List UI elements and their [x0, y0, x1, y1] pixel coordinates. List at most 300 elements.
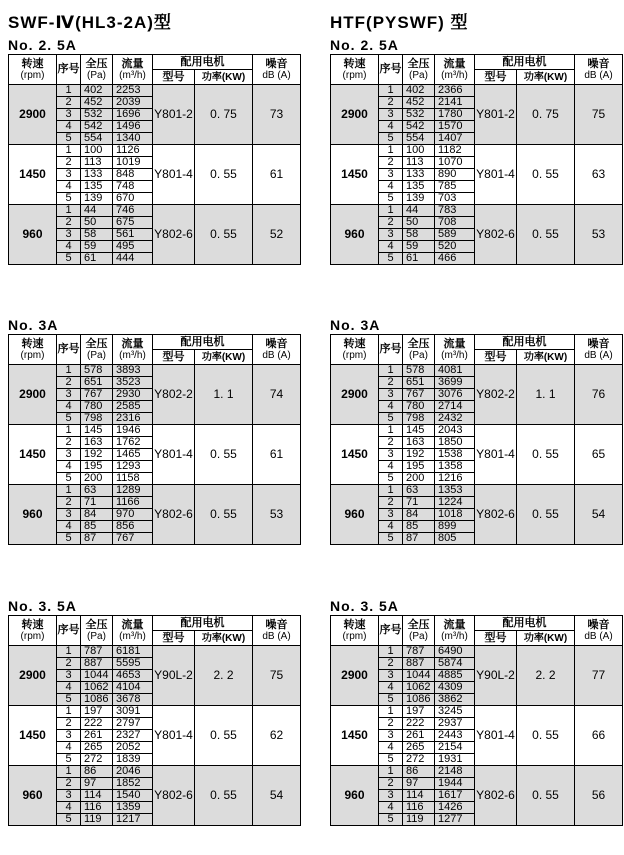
header-noise [575, 55, 623, 85]
flow-cell: 1166 [113, 497, 153, 509]
table-row [331, 365, 623, 377]
motor-model-cell: Y801-4 [475, 425, 517, 485]
seq-cell: 1 [379, 365, 403, 377]
speed-cell: 1450 [9, 145, 57, 205]
header-seq: 序号 [379, 55, 403, 85]
table-row [331, 85, 623, 97]
flow-cell: 1158 [113, 473, 153, 485]
seq-cell: 4 [57, 461, 81, 473]
seq-cell: 2 [379, 217, 403, 229]
motor-model-cell: Y801-4 [153, 425, 195, 485]
flow-cell: 2141 [435, 97, 475, 109]
motor-power-cell: 0. 55 [517, 205, 575, 265]
seq-cell: 5 [57, 694, 81, 706]
noise-cell: 66 [575, 706, 623, 766]
seq-cell: 2 [379, 778, 403, 790]
header-motor: 配用电机 [153, 616, 253, 631]
seq-cell: 3 [379, 229, 403, 241]
header-flow [113, 616, 153, 646]
seq-cell: 1 [379, 425, 403, 437]
seq-cell: 1 [379, 646, 403, 658]
pressure-cell: 114 [81, 790, 113, 802]
header-noise-unit: dB (A) [584, 69, 613, 81]
seq-cell: 4 [57, 121, 81, 133]
motor-power-cell: 0. 55 [517, 485, 575, 545]
pressure-cell: 554 [81, 133, 113, 145]
speed-cell: 1450 [9, 706, 57, 766]
motor-model-cell: Y801-4 [475, 145, 517, 205]
header-speed-unit: (rpm) [20, 69, 45, 81]
header-row [9, 55, 301, 70]
header-pressure-unit: (Pa) [409, 349, 428, 361]
model-block [8, 36, 301, 265]
pressure-cell: 71 [81, 497, 113, 509]
model-label: No. 3. 5A [8, 598, 77, 614]
seq-cell: 2 [57, 778, 81, 790]
pressure-cell: 192 [403, 449, 435, 461]
model-label: No. 2. 5A [330, 37, 399, 53]
pressure-cell: 135 [403, 181, 435, 193]
speed-cell: 960 [9, 205, 57, 265]
seq-cell: 1 [57, 485, 81, 497]
pressure-cell: 554 [403, 133, 435, 145]
pressure-cell: 163 [403, 437, 435, 449]
model-block [330, 597, 623, 826]
pressure-cell: 63 [81, 485, 113, 497]
header-pressure [403, 335, 435, 365]
flow-cell: 5874 [435, 658, 475, 670]
flow-cell: 2327 [113, 730, 153, 742]
pressure-cell: 542 [403, 121, 435, 133]
flow-cell: 1353 [435, 485, 475, 497]
seq-cell: 1 [57, 365, 81, 377]
speed-cell: 960 [331, 205, 379, 265]
flow-cell: 1931 [435, 754, 475, 766]
motor-model-cell: Y802-6 [475, 205, 517, 265]
header-flow-unit: (m³/h) [441, 69, 468, 81]
flow-cell: 2432 [435, 413, 475, 425]
header-flow-unit: (m³/h) [119, 630, 146, 642]
flow-cell: 520 [435, 241, 475, 253]
pressure-cell: 195 [81, 461, 113, 473]
flow-cell: 805 [435, 533, 475, 545]
seq-cell: 1 [379, 766, 403, 778]
header-motor-model: 型号 [475, 350, 517, 365]
motor-power-cell: 0. 55 [195, 145, 253, 205]
flow-cell: 2039 [113, 97, 153, 109]
seq-cell: 1 [57, 706, 81, 718]
header-seq: 序号 [379, 616, 403, 646]
header-flow-unit: (m³/h) [119, 69, 146, 81]
header-pressure-label: 全压 [407, 337, 430, 350]
seq-cell: 1 [379, 706, 403, 718]
header-noise-label: 噪音 [587, 57, 610, 70]
header-speed [9, 616, 57, 646]
header-row [331, 55, 623, 70]
pressure-cell: 222 [81, 718, 113, 730]
model-block [330, 316, 623, 545]
model-label: No. 3A [330, 317, 381, 333]
speed-cell: 1450 [331, 145, 379, 205]
pressure-cell: 100 [81, 145, 113, 157]
flow-cell: 1496 [113, 121, 153, 133]
pressure-cell: 651 [81, 377, 113, 389]
header-speed [331, 55, 379, 85]
flow-cell: 1293 [113, 461, 153, 473]
header-speed-label: 转速 [21, 57, 44, 70]
seq-cell: 3 [57, 790, 81, 802]
flow-cell: 1358 [435, 461, 475, 473]
header-pressure [81, 55, 113, 85]
pressure-cell: 780 [81, 401, 113, 413]
seq-cell: 4 [57, 742, 81, 754]
pressure-cell: 261 [403, 730, 435, 742]
pressure-cell: 200 [403, 473, 435, 485]
flow-cell: 1570 [435, 121, 475, 133]
speed-cell: 2900 [331, 365, 379, 425]
motor-model-cell: Y802-2 [475, 365, 517, 425]
flow-cell: 3523 [113, 377, 153, 389]
seq-cell: 3 [57, 670, 81, 682]
pressure-cell: 86 [81, 766, 113, 778]
flow-cell: 2585 [113, 401, 153, 413]
table-row [331, 205, 623, 217]
header-flow [435, 335, 475, 365]
header-noise-label: 噪音 [265, 57, 288, 70]
flow-cell: 2797 [113, 718, 153, 730]
seq-cell: 2 [57, 157, 81, 169]
seq-cell: 1 [379, 485, 403, 497]
flow-cell: 2154 [435, 742, 475, 754]
flow-cell: 3678 [113, 694, 153, 706]
seq-cell: 3 [379, 670, 403, 682]
motor-power-cell: 0. 55 [195, 706, 253, 766]
pressure-cell: 163 [81, 437, 113, 449]
seq-cell: 5 [57, 754, 81, 766]
pressure-cell: 1086 [403, 694, 435, 706]
flow-cell: 6490 [435, 646, 475, 658]
pressure-cell: 139 [403, 193, 435, 205]
header-seq: 序号 [57, 616, 81, 646]
motor-power-cell: 0. 55 [195, 766, 253, 826]
seq-cell: 5 [379, 253, 403, 265]
header-speed-unit: (rpm) [342, 349, 367, 361]
flow-cell: 4885 [435, 670, 475, 682]
table-row [331, 706, 623, 718]
header-seq: 序号 [379, 335, 403, 365]
pressure-cell: 532 [81, 109, 113, 121]
header-flow-unit: (m³/h) [441, 349, 468, 361]
header-flow [435, 55, 475, 85]
motor-power-cell: 0. 55 [517, 425, 575, 485]
motor-power-cell: 2. 2 [195, 646, 253, 706]
seq-cell: 3 [57, 169, 81, 181]
flow-cell: 1850 [435, 437, 475, 449]
seq-cell: 3 [57, 389, 81, 401]
seq-cell: 2 [57, 97, 81, 109]
pressure-cell: 195 [403, 461, 435, 473]
seq-cell: 3 [379, 109, 403, 121]
table-row [9, 485, 301, 497]
motor-power-cell: 0. 55 [195, 485, 253, 545]
header-noise-label: 噪音 [265, 618, 288, 631]
pressure-cell: 798 [403, 413, 435, 425]
model-label: No. 2. 5A [8, 37, 77, 53]
noise-cell: 77 [575, 646, 623, 706]
flow-cell: 1019 [113, 157, 153, 169]
header-motor-power: 功率(KW) [517, 350, 575, 365]
noise-cell: 54 [253, 766, 301, 826]
pressure-cell: 84 [81, 509, 113, 521]
header-flow-unit: (m³/h) [119, 349, 146, 361]
noise-cell: 75 [253, 646, 301, 706]
header-pressure-label: 全压 [407, 618, 430, 631]
header-speed-unit: (rpm) [342, 630, 367, 642]
header-flow [113, 55, 153, 85]
seq-cell: 1 [379, 145, 403, 157]
pressure-cell: 63 [403, 485, 435, 497]
header-pressure [81, 335, 113, 365]
noise-cell: 53 [253, 485, 301, 545]
seq-cell: 5 [379, 193, 403, 205]
seq-cell: 4 [379, 181, 403, 193]
pressure-cell: 272 [403, 754, 435, 766]
table-row [331, 145, 623, 157]
pressure-cell: 113 [81, 157, 113, 169]
flow-cell: 3076 [435, 389, 475, 401]
pressure-cell: 86 [403, 766, 435, 778]
pressure-cell: 197 [81, 706, 113, 718]
pressure-cell: 1062 [403, 682, 435, 694]
header-motor-power: 功率(KW) [517, 631, 575, 646]
header-seq: 序号 [57, 335, 81, 365]
header-speed-unit: (rpm) [20, 630, 45, 642]
motor-power-cell: 0. 75 [195, 85, 253, 145]
header-pressure-unit: (Pa) [409, 69, 428, 81]
flow-cell: 2043 [435, 425, 475, 437]
seq-cell: 2 [379, 97, 403, 109]
header-row [9, 616, 301, 631]
header-motor-model: 型号 [153, 70, 195, 85]
flow-cell: 4653 [113, 670, 153, 682]
pressure-cell: 767 [81, 389, 113, 401]
table-row [331, 485, 623, 497]
header-noise [575, 335, 623, 365]
noise-cell: 54 [575, 485, 623, 545]
speed-cell: 1450 [331, 706, 379, 766]
flow-cell: 1359 [113, 802, 153, 814]
motor-model-cell: Y90L-2 [153, 646, 195, 706]
seq-cell: 2 [57, 217, 81, 229]
header-motor-model: 型号 [475, 70, 517, 85]
flow-cell: 703 [435, 193, 475, 205]
noise-cell: 62 [253, 706, 301, 766]
table-row [9, 205, 301, 217]
pressure-cell: 85 [403, 521, 435, 533]
header-motor-power: 功率(KW) [195, 631, 253, 646]
seq-cell: 1 [379, 205, 403, 217]
noise-cell: 53 [575, 205, 623, 265]
table-row [9, 365, 301, 377]
pressure-cell: 59 [81, 241, 113, 253]
flow-cell: 4081 [435, 365, 475, 377]
header-pressure-label: 全压 [407, 57, 430, 70]
header-motor-model: 型号 [153, 631, 195, 646]
pressure-cell: 1086 [81, 694, 113, 706]
header-pressure-label: 全压 [85, 57, 108, 70]
pressure-cell: 61 [81, 253, 113, 265]
seq-cell: 5 [379, 814, 403, 826]
flow-cell: 1070 [435, 157, 475, 169]
seq-cell: 4 [379, 521, 403, 533]
flow-cell: 1018 [435, 509, 475, 521]
table-row [9, 706, 301, 718]
flow-cell: 856 [113, 521, 153, 533]
flow-cell: 2046 [113, 766, 153, 778]
seq-cell: 3 [57, 449, 81, 461]
flow-cell: 848 [113, 169, 153, 181]
pressure-cell: 44 [403, 205, 435, 217]
table-row [331, 766, 623, 778]
flow-cell: 1407 [435, 133, 475, 145]
pressure-cell: 61 [403, 253, 435, 265]
flow-cell: 2937 [435, 718, 475, 730]
speed-cell: 2900 [9, 85, 57, 145]
motor-power-cell: 0. 55 [195, 205, 253, 265]
flow-cell: 4104 [113, 682, 153, 694]
pressure-cell: 145 [81, 425, 113, 437]
header-pressure-unit: (Pa) [87, 349, 106, 361]
seq-cell: 2 [379, 658, 403, 670]
flow-cell: 3893 [113, 365, 153, 377]
pressure-cell: 197 [403, 706, 435, 718]
pressure-cell: 402 [403, 85, 435, 97]
flow-cell: 1839 [113, 754, 153, 766]
seq-cell: 3 [379, 389, 403, 401]
pressure-cell: 200 [81, 473, 113, 485]
seq-cell: 4 [57, 682, 81, 694]
seq-cell: 5 [57, 193, 81, 205]
header-motor: 配用电机 [475, 335, 575, 350]
seq-cell: 5 [379, 133, 403, 145]
seq-cell: 3 [379, 790, 403, 802]
pressure-cell: 119 [403, 814, 435, 826]
seq-cell: 2 [57, 437, 81, 449]
flow-cell: 1126 [113, 145, 153, 157]
header-pressure-unit: (Pa) [87, 69, 106, 81]
pressure-cell: 452 [403, 97, 435, 109]
flow-cell: 2930 [113, 389, 153, 401]
flow-cell: 2714 [435, 401, 475, 413]
speed-cell: 2900 [331, 85, 379, 145]
seq-cell: 3 [379, 509, 403, 521]
pressure-cell: 402 [81, 85, 113, 97]
speed-cell: 960 [331, 766, 379, 826]
pressure-cell: 787 [403, 646, 435, 658]
header-speed-label: 转速 [343, 337, 366, 350]
header-flow-label: 流量 [121, 618, 144, 631]
pressure-cell: 887 [81, 658, 113, 670]
seq-cell: 1 [57, 766, 81, 778]
model-label: No. 3A [8, 317, 59, 333]
seq-cell: 2 [379, 377, 403, 389]
motor-model-cell: Y802-6 [475, 485, 517, 545]
header-speed-label: 转速 [343, 57, 366, 70]
motor-model-cell: Y802-6 [153, 205, 195, 265]
header-pressure [81, 616, 113, 646]
flow-cell: 2316 [113, 413, 153, 425]
header-noise [253, 616, 301, 646]
flow-cell: 2052 [113, 742, 153, 754]
header-noise-unit: dB (A) [584, 630, 613, 642]
seq-cell: 5 [57, 413, 81, 425]
seq-cell: 5 [57, 133, 81, 145]
seq-cell: 5 [379, 473, 403, 485]
flow-cell: 1465 [113, 449, 153, 461]
seq-cell: 1 [379, 85, 403, 97]
pressure-cell: 887 [403, 658, 435, 670]
header-speed-label: 转速 [21, 618, 44, 631]
motor-model-cell: Y801-4 [153, 145, 195, 205]
model-label: No. 3. 5A [330, 598, 399, 614]
header-flow [113, 335, 153, 365]
seq-cell: 1 [57, 425, 81, 437]
flow-cell: 3091 [113, 706, 153, 718]
flow-cell: 3699 [435, 377, 475, 389]
flow-cell: 1426 [435, 802, 475, 814]
flow-cell: 444 [113, 253, 153, 265]
seq-cell: 4 [57, 521, 81, 533]
pressure-cell: 59 [403, 241, 435, 253]
flow-cell: 1340 [113, 133, 153, 145]
seq-cell: 2 [57, 658, 81, 670]
series-title: SWF-Ⅳ(HL3-2A)型 [8, 13, 172, 32]
seq-cell: 5 [57, 253, 81, 265]
seq-cell: 5 [379, 694, 403, 706]
pressure-cell: 798 [81, 413, 113, 425]
pressure-cell: 578 [403, 365, 435, 377]
pressure-cell: 767 [403, 389, 435, 401]
flow-cell: 670 [113, 193, 153, 205]
pressure-cell: 265 [403, 742, 435, 754]
flow-cell: 2366 [435, 85, 475, 97]
flow-cell: 783 [435, 205, 475, 217]
pressure-cell: 1062 [81, 682, 113, 694]
speed-cell: 960 [9, 766, 57, 826]
header-noise-unit: dB (A) [262, 349, 291, 361]
header-pressure-label: 全压 [85, 618, 108, 631]
seq-cell: 3 [57, 109, 81, 121]
noise-cell: 73 [253, 85, 301, 145]
pressure-cell: 542 [81, 121, 113, 133]
seq-cell: 2 [379, 718, 403, 730]
flow-cell: 970 [113, 509, 153, 521]
header-noise [253, 55, 301, 85]
header-speed [9, 335, 57, 365]
performance-table [8, 54, 301, 265]
flow-cell: 785 [435, 181, 475, 193]
motor-power-cell: 0. 75 [517, 85, 575, 145]
header-flow-label: 流量 [443, 337, 466, 350]
motor-power-cell: 0. 55 [517, 706, 575, 766]
noise-cell: 75 [575, 85, 623, 145]
seq-cell: 4 [57, 241, 81, 253]
flow-cell: 1289 [113, 485, 153, 497]
seq-cell: 5 [57, 814, 81, 826]
pressure-cell: 133 [81, 169, 113, 181]
header-flow-label: 流量 [121, 57, 144, 70]
seq-cell: 2 [379, 437, 403, 449]
